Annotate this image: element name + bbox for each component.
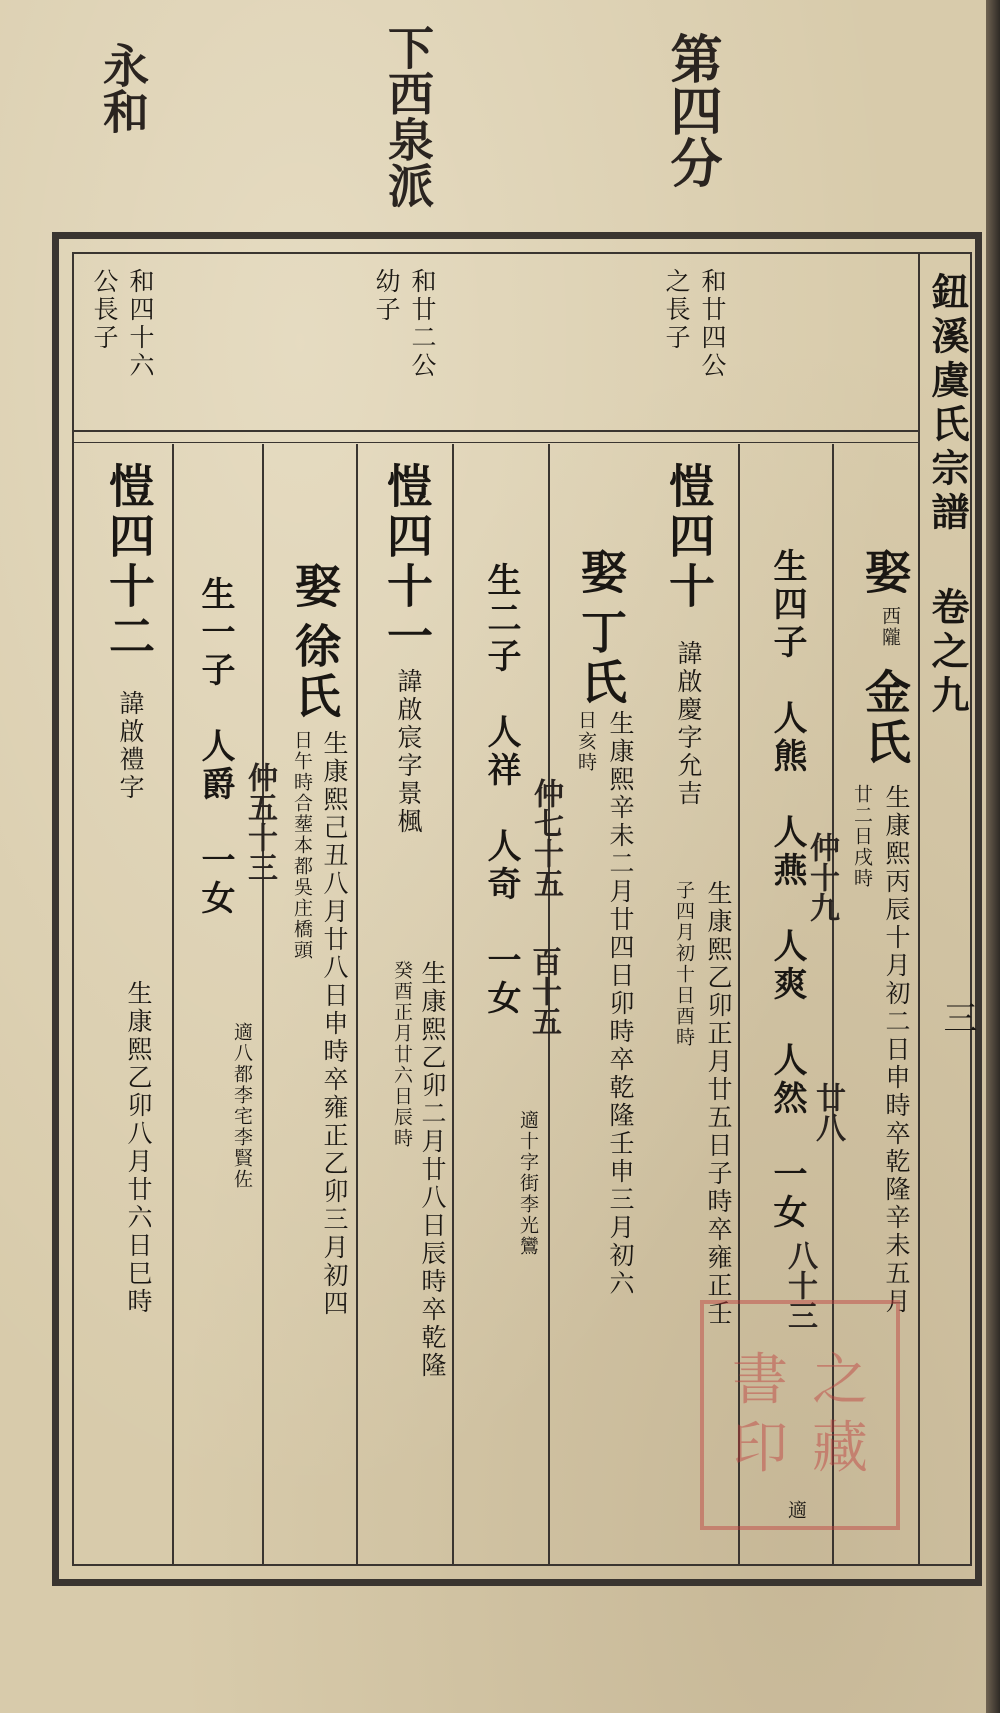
column-divider [452, 444, 454, 1564]
header-cell-1-line2: 之長子 [662, 268, 691, 352]
margin-note: 仲十九 [804, 832, 839, 922]
column-divider [262, 444, 264, 1564]
birth-line1: 生康熙乙卯八月廿六日巳時 [124, 980, 153, 1316]
person-name-detail: 諱啟宸字景楓 [394, 668, 423, 836]
margin-note: 仲七十五 [528, 778, 563, 898]
wife-prefix-small: 西隴 [879, 606, 901, 648]
person-name: 愷四十一 [380, 462, 434, 662]
header-rule-thin [74, 442, 918, 443]
margin-note: 仲五十三 [242, 762, 277, 882]
wife-detail-line2: 日午時合塟本都吳庄橋頭 [291, 730, 313, 961]
birth-line1: 生康熙乙卯二月廿八日辰時卒乾隆 [418, 960, 447, 1380]
header-cell-2-line2: 幼子 [372, 268, 401, 324]
daughter-detail: 適 [785, 1500, 807, 1521]
wife-prefix: 娶 [288, 562, 342, 612]
birth-line1: 生康熙乙卯正月廿五日子時卒雍正壬 [704, 880, 733, 1328]
library-seal-stamp: 書 之 印 藏 [700, 1300, 900, 1530]
spine-rule [918, 252, 920, 1566]
margin-note: 八十三 [782, 1240, 817, 1330]
wife-name: 徐氏 [288, 622, 342, 722]
birth-line2: 子四月初十日酉時 [673, 880, 695, 1048]
header-cell-3-line1: 和四十六 [126, 268, 155, 380]
daughter-detail: 適十字街李光鸞 [517, 1110, 539, 1257]
person-name-detail: 諱啟慶字允吉 [674, 640, 703, 808]
margin-note: 廿八 [810, 1082, 845, 1142]
children-line: 生二子 人祥 人奇 一女 [481, 562, 521, 1018]
header-cell-3-line2: 公長子 [90, 268, 119, 352]
wife-prefix: 娶 [858, 548, 912, 598]
wife-detail-line1: 生康熙己丑八月廿八日申時卒雍正乙卯三月初四 [320, 730, 349, 1318]
handwritten-note-branch: 第四分 [661, 32, 721, 188]
handwritten-note-lineage: 下西泉派 [381, 24, 435, 208]
person-name: 愷四十二 [102, 462, 156, 662]
header-cell-1-line1: 和廿四公 [698, 268, 727, 380]
column-divider [356, 444, 358, 1564]
wife-name: 金氏 [858, 668, 912, 768]
book-binding-edge [986, 0, 1000, 1713]
column-divider [172, 444, 174, 1564]
margin-note: 百十五 [526, 946, 561, 1036]
header-rule [74, 430, 918, 432]
person-name: 愷四十 [662, 462, 716, 612]
wife-prefix: 娶 [574, 548, 628, 598]
children-line: 生一子 人爵 一女 [195, 576, 235, 918]
wife-detail-line2: 日亥時 [575, 710, 597, 773]
handwritten-note-name: 永和 [96, 42, 150, 134]
daughter-detail: 適八都李宅李賢佐 [231, 1022, 253, 1190]
wife-detail-line2: 廿二日戌時 [851, 784, 873, 889]
book-title: 鈕溪虞氏宗譜 卷之九 [925, 272, 970, 719]
children-line: 生四子 人熊 人燕 人爽 人然 一女 [767, 548, 807, 1232]
header-cell-2-line1: 和廿二公 [408, 268, 437, 380]
birth-line2: 癸酉正月廿六日辰時 [391, 960, 413, 1149]
person-name-detail: 諱啟禮字 [116, 690, 145, 802]
wife-detail-line1: 生康熙丙辰十月初二日申時卒乾隆辛未五月 [882, 784, 911, 1316]
wife-name: 丁氏 [574, 608, 628, 708]
wife-detail-line1: 生康熙辛未二月廿四日卯時卒乾隆壬申三月初六 [606, 710, 635, 1298]
page-number: 三 [937, 1000, 977, 1034]
